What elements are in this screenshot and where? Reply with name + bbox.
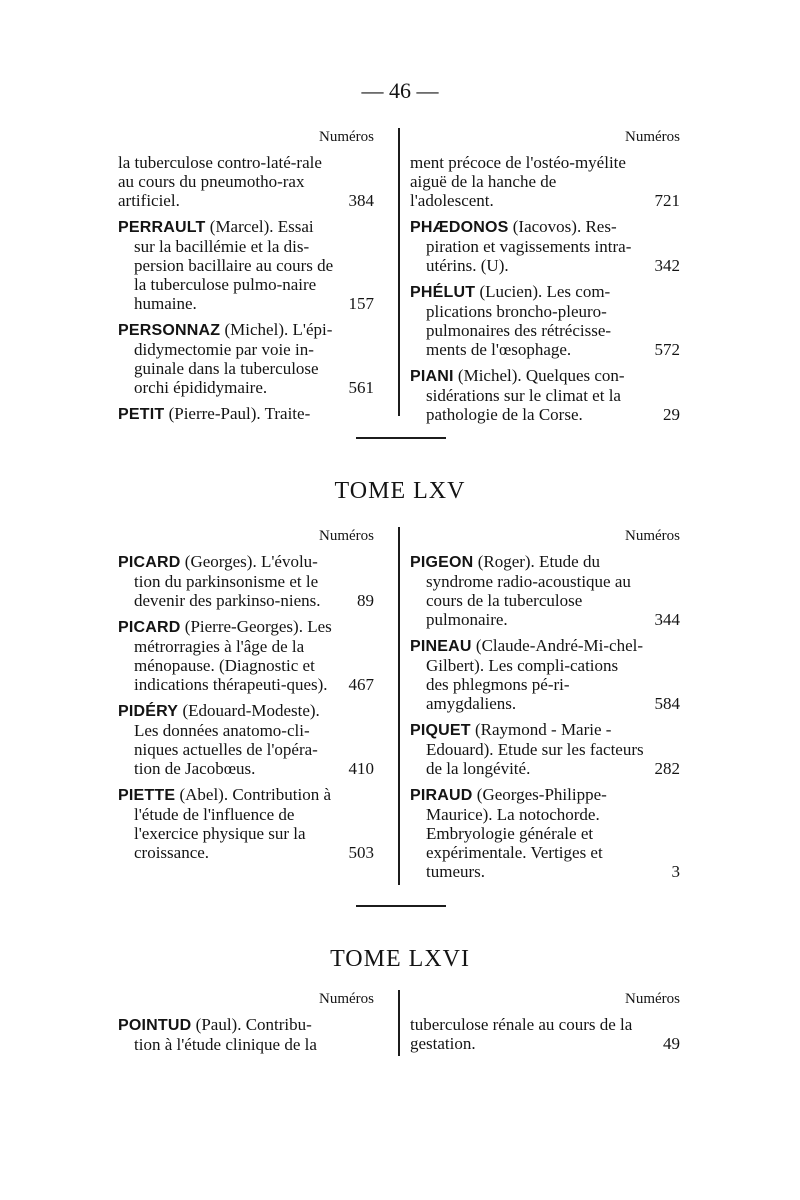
index-entry xyxy=(118,404,374,424)
tome-heading: TOME LXV xyxy=(334,478,466,504)
numeros-header: Numéros xyxy=(319,528,374,544)
author-name: POINTUD xyxy=(118,1017,192,1034)
entry-number: 467 xyxy=(348,675,374,694)
entry-text: (Pierre-Paul). Traite- xyxy=(168,404,311,423)
entry-text: (Claude-André-Mi-chel-Gilbert). Les compli-cations des phlegmons pé-ri-amygdaliens. xyxy=(426,636,644,713)
entry-number: 410 xyxy=(348,759,374,778)
entry-text: (Raymond - Marie - Edouard). Etude sur les facteurs de la longévité. xyxy=(426,720,644,778)
entry-text: (Lucien). Les com-plications broncho-pleuro-pulmonaires des rétrécisse-ments de l'œsophage. xyxy=(426,282,612,359)
page-number: — 46 — xyxy=(361,78,439,103)
author-name: PICARD xyxy=(118,619,181,636)
entry-number: 561 xyxy=(348,378,374,397)
author-name: PINEAU xyxy=(410,638,472,655)
author-name: PIQUET xyxy=(410,722,471,739)
entry-text: (Pierre-Georges). Les métrorragies à l'âge de la ménopause. (Diagnostic et indications thérapeuti-ques). xyxy=(134,617,332,694)
numeros-header: Numéros xyxy=(319,991,374,1007)
section-2-left-column xyxy=(118,990,374,1061)
entry-number: 344 xyxy=(654,610,680,629)
entry-number: 3 xyxy=(671,862,680,881)
section-1-right-column xyxy=(410,527,680,888)
author-name: PHÆDONOS xyxy=(410,219,509,236)
entry-number: 721 xyxy=(654,191,680,210)
author-name: PIGEON xyxy=(410,554,474,571)
author-name: PETIT xyxy=(118,406,165,423)
section-0-right-column xyxy=(410,128,680,431)
entry-number: 342 xyxy=(654,256,680,275)
index-entry xyxy=(410,785,680,881)
index-entry xyxy=(410,153,680,210)
index-entry xyxy=(118,785,374,862)
section-2-right-column xyxy=(410,990,680,1060)
entry-number: 584 xyxy=(654,694,680,713)
numeros-header: Numéros xyxy=(319,129,374,145)
index-entry xyxy=(118,153,374,210)
index-entry xyxy=(118,552,374,610)
entry-text: (Michel). Quelques con-sidérations sur le climat et la pathologie de la Corse. xyxy=(426,366,625,424)
author-name: PIRAUD xyxy=(410,787,473,804)
index-entry xyxy=(118,617,374,694)
entry-text: (Roger). Etude du syndrome radio-acoustique au cours de la tuberculose pulmonaire. xyxy=(426,552,631,629)
section-divider-rule xyxy=(356,437,446,439)
entry-text: (Michel). L'épi-didymectomie par voie in-guinale dans la tuberculose orchi épididymaire. xyxy=(134,320,333,397)
column-divider xyxy=(398,128,400,416)
entry-text: tuberculose rénale au cours de la gestation. xyxy=(410,1015,633,1053)
section-divider-rule xyxy=(356,905,446,907)
entry-text: (Georges). L'évolu-tion du parkinsonisme et le devenir des parkinso-niens. xyxy=(134,552,321,610)
index-entry xyxy=(118,320,374,397)
entry-number: 49 xyxy=(663,1034,680,1053)
entry-text: (Iacovos). Res-piration et vagissements intra-utérins. (U). xyxy=(426,217,632,275)
index-entry xyxy=(118,701,374,778)
author-name: PIETTE xyxy=(118,787,176,804)
entry-number: 157 xyxy=(348,294,374,313)
index-entry xyxy=(410,366,680,424)
entry-number: 572 xyxy=(654,340,680,359)
author-name: PIDÉRY xyxy=(118,703,179,720)
numeros-header: Numéros xyxy=(625,528,680,544)
entry-text: (Abel). Contribution à l'étude de l'influence de l'exercice physique sur la croissance. xyxy=(134,785,332,862)
entry-text: la tuberculose contro-laté-rale au cours du pneumotho-rax artificiel. xyxy=(118,153,322,210)
tome-heading: TOME LXVI xyxy=(330,946,470,972)
author-name: PIANI xyxy=(410,368,454,385)
index-entry xyxy=(410,217,680,275)
entry-text: ment précoce de l'ostéo-myélite aiguë de la hanche de l'adolescent. xyxy=(410,153,626,210)
author-name: PERSONNAZ xyxy=(118,322,221,339)
section-1-left-column xyxy=(118,527,374,869)
entry-number: 503 xyxy=(348,843,374,862)
entry-text: (Marcel). Essai sur la bacillémie et la dis-persion bacillaire au cours de la tuberculose pulmo-naire humaine. xyxy=(134,217,334,313)
numeros-header: Numéros xyxy=(625,991,680,1007)
author-name: PERRAULT xyxy=(118,219,206,236)
index-entry xyxy=(410,1015,680,1053)
entry-number: 89 xyxy=(357,591,374,610)
column-divider xyxy=(398,990,400,1056)
column-divider xyxy=(398,527,400,885)
index-entry xyxy=(410,282,680,359)
entry-text: (Edouard-Modeste). Les données anatomo-cli-niques actuelles de l'opéra-tion de Jacobœus. xyxy=(134,701,320,778)
entry-text: (Paul). Contribu-tion à l'étude clinique de la xyxy=(134,1015,317,1054)
entry-number: 384 xyxy=(348,191,374,210)
author-name: PICARD xyxy=(118,554,181,571)
numeros-header: Numéros xyxy=(625,129,680,145)
index-entry xyxy=(118,217,374,313)
entry-number: 282 xyxy=(654,759,680,778)
index-entry xyxy=(410,720,680,778)
index-entry xyxy=(410,552,680,629)
author-name: PHÉLUT xyxy=(410,284,476,301)
index-entry xyxy=(118,1015,374,1054)
entry-text: (Georges-Philippe-Maurice). La notochorde. Embryologie générale et expérimentale. Vertiges et tumeurs. xyxy=(426,785,607,881)
entry-number: 29 xyxy=(663,405,680,424)
section-0-left-column xyxy=(118,128,374,431)
index-entry xyxy=(410,636,680,713)
